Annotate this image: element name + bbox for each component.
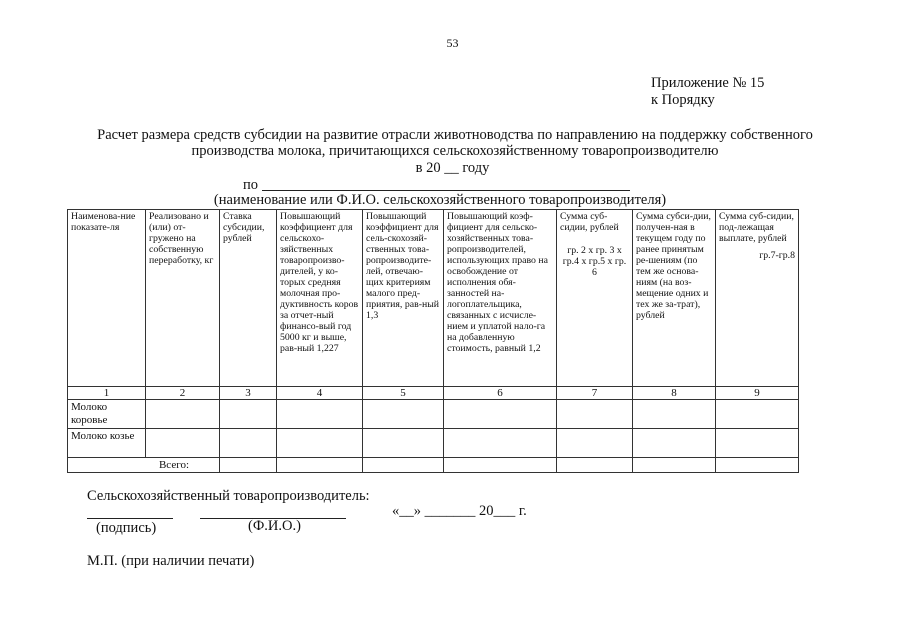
table-cell — [444, 458, 557, 473]
table-cell — [220, 458, 277, 473]
header-text: Сумма суб-сидии, под-лежащая выплате, рублей — [719, 211, 794, 244]
subsidy-table — [67, 209, 799, 473]
table-cell — [220, 429, 277, 458]
column-number: 4 — [277, 387, 363, 400]
date-line: «__» _______ 20___ г. — [392, 503, 527, 519]
table-cell — [716, 458, 799, 473]
appendix-note — [651, 75, 764, 109]
formula-col9: гр.7-гр.8 — [759, 250, 795, 261]
column-number: 1 — [68, 387, 146, 400]
table-cell — [633, 400, 716, 429]
column-number-row — [68, 387, 799, 400]
table-cell — [557, 429, 633, 458]
appendix-line-1: Приложение № 15 — [651, 75, 765, 91]
header-cell: Ставка субсидии, рублей — [220, 210, 277, 387]
formula-col7: гр. 2 х гр. 3 х гр.4 х гр.5 х гр. 6 — [562, 245, 627, 278]
table-cell — [633, 429, 716, 458]
row-label: Молоко коровье — [68, 400, 146, 429]
table-cell — [444, 400, 557, 429]
row-label: Молоко козье — [68, 429, 146, 458]
column-number: 2 — [146, 387, 220, 400]
header-text: Сумма суб-сидии, рублей — [560, 211, 619, 233]
header-row — [68, 210, 799, 387]
header-cell: Наименова-ние показате-ля — [68, 210, 146, 387]
table-cell — [363, 458, 444, 473]
document-title — [60, 127, 850, 159]
header-cell: Реализовано и (или) от-гружено на собственную переработку, кг — [146, 210, 220, 387]
producer-name-blank — [262, 190, 630, 191]
table-row — [68, 400, 799, 429]
table-row — [68, 429, 799, 458]
title-line-2: производства молока, причитающихся сельскохозяйственному товаропроизводителю — [191, 143, 719, 159]
signature-caption: (подпись) — [96, 520, 157, 536]
table-cell — [716, 429, 799, 458]
table-cell — [444, 429, 557, 458]
column-number: 9 — [716, 387, 799, 400]
header-cell: Повышающий коэффициент для сельскохо-зяйственных товаропроизво-дителей, у ко-торых средняя молочная про-дуктивность коров за отчет-ный финансо-вый год 5000 кг и выше, рав-ный 1,227 — [277, 210, 363, 387]
table-cell — [277, 458, 363, 473]
table-cell — [277, 429, 363, 458]
table-cell — [557, 458, 633, 473]
table-cell — [220, 400, 277, 429]
page-number: 53 — [446, 36, 459, 50]
column-number: 5 — [363, 387, 444, 400]
header-cell: Сумма субси-дии, получен-ная в текущем году по ранее принятым ре-шениям (по тем же основа-ниям (на воз-мещение одних и тех же за-трат), рублей — [633, 210, 716, 387]
header-cell-col9 — [716, 210, 799, 387]
table-cell — [633, 458, 716, 473]
header-cell-col7 — [557, 210, 633, 387]
table-cell — [146, 400, 220, 429]
column-number: 8 — [633, 387, 716, 400]
signature-blank — [87, 518, 173, 519]
table-cell — [716, 400, 799, 429]
table-cell — [363, 429, 444, 458]
column-number: 3 — [220, 387, 277, 400]
total-label: Всего: — [68, 458, 220, 473]
header-cell: Повышающий коэффициент для сель-скохозяй-ственных това-ропроизводите-лей, отвечаю-щих критериям малого пред-приятия, рав-ный 1,3 — [363, 210, 444, 387]
producer-label: Сельскохозяйственный товаропроизводитель: — [87, 488, 370, 504]
header-cell: Повышающий коэф-фициент для сельско-хозяйственных това-ропроизводителей, использующих право на освобождение от исполнения обя-занностей на-логоплательщика, связанных с исчисле-нием и уплатой нало-га на добавленную стоимость, равный 1,2 — [444, 210, 557, 387]
table-cell — [363, 400, 444, 429]
column-number: 6 — [444, 387, 557, 400]
title-year: в 20 __ году — [415, 160, 490, 176]
appendix-line-2: к Порядку — [651, 92, 715, 108]
title-line-1: Расчет размера средств субсидии на развитие отрасли животноводства по направлению на поддержку собственного — [97, 127, 813, 143]
po-label: по — [243, 177, 259, 193]
producer-name-caption: (наименование или Ф.И.О. сельскохозяйственного товаропроизводителя) — [213, 192, 667, 208]
fio-caption: (Ф.И.О.) — [248, 518, 301, 534]
total-row — [68, 458, 799, 473]
table-cell — [277, 400, 363, 429]
column-number: 7 — [557, 387, 633, 400]
table-cell — [146, 429, 220, 458]
table-cell — [557, 400, 633, 429]
stamp-note: М.П. (при наличии печати) — [87, 553, 255, 569]
